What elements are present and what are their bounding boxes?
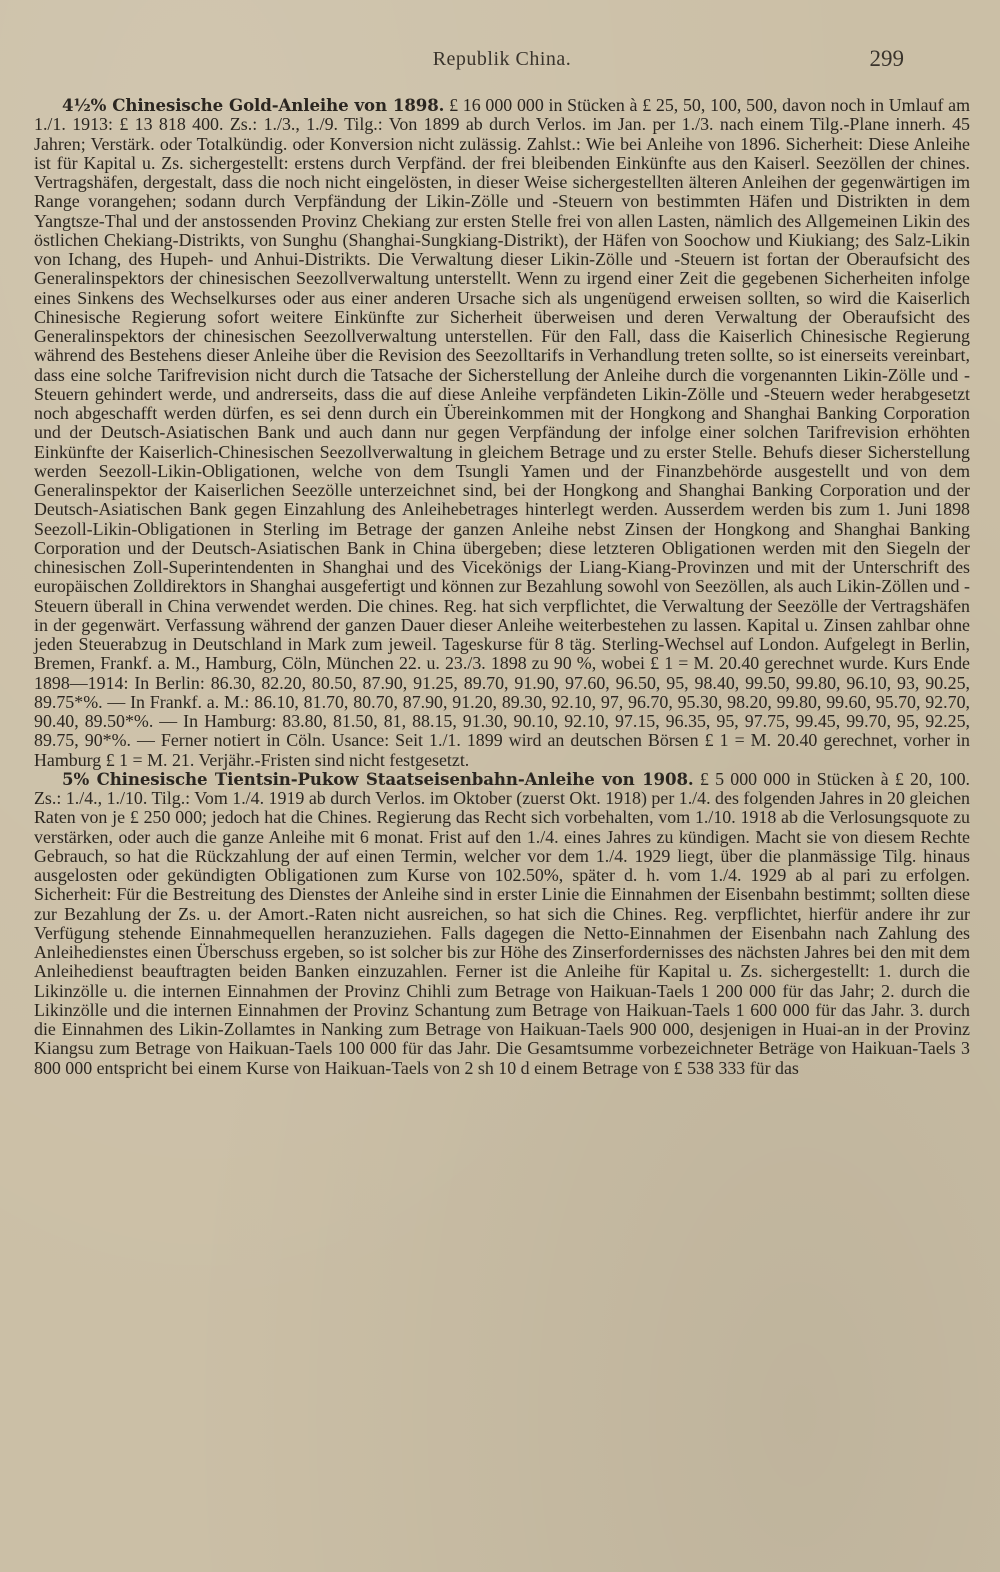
entry-title: 4½% Chinesische Gold-Anleihe von 1898. — [62, 95, 445, 115]
running-title: Republik China. — [432, 48, 572, 70]
loan-entry-1908 — [34, 770, 970, 1078]
loan-entry-1898 — [34, 96, 970, 770]
page-header — [34, 46, 970, 88]
entry-text: £ 5 000 000 in Stücken à £ 20, 100. Zs.: 1./4., 1./10. Tilg.: Vom 1./4. 1919 ab durch Verlos. im Oktober (zuerst Okt. 1918) per 1./4. des folgenden Jahres in 20 gleichen Raten von je £ 250 000; jedoch hat die Chines. Regierung das Recht sich vorbehalten, vom 1./10. 1918 ab die Verlosungsquote zu verstärken, oder auch die ganze Anleihe mit 6 monat. Frist auf den 1./4. eines Jahres zu kündigen. Macht sie von diesem Rechte Gebrauch, so hat die Rückzahlung der auf einen Termin, welcher vor dem 1./4. 1929 liegt, über die planmässige Tilg. hinaus ausgelosten oder gekündigten Obligationen zum Kurse von 102.50%, später d. h. vom 1./4. 1929 ab al pari zu erfolgen. Sicherheit: Für die Bestreitung des Dienstes der Anleihe sind in erster Linie die Einnahmen der Eisenbahn bestimmt; sollten diese zur Bezahlung der Zs. u. der Amort.-Raten nicht ausreichen, so hat sich die Chines. Reg. verpflichtet, hierfür andere ihr zur Verfügung stehende Einnahmequellen heranzuziehen. Falls dagegen die Netto-Einnahmen der Eisenbahn nach Zahlung des Anleihedienstes einen Überschuss ergeben, so ist solcher bis zur Höhe des Zinserfordernisses des nächsten Jahres bei den mit dem Anleihedienst beauftragten beiden Banken einzuzahlen. Ferner ist die Anleihe für Kapital u. Zs. sichergestellt: 1. durch die Likinzölle u. die internen Einnahmen der Provinz Chihli zum Betrage von Haikuan-Taels 1 200 000 für das Jahr; 2. durch die Likinzölle und die internen Einnahmen der Provinz Schantung zum Betrage von Haikuan-Taels 1 600 000 für das Jahr. 3. durch die Einnahmen des Likin-Zollamtes in Nanking zum Betrage von Haikuan-Taels 900 000, desjenigen in Huai-an in der Provinz Kiangsu zum Betrage von Haikuan-Taels 100 000 für das Jahr. Die Gesamtsumme vorbezeichneter Beträge von Haikuan-Taels 3 800 000 entspricht bei einem Kurse von Haikuan-Taels von 2 sh 10 d einem Betrage von £ 538 333 für das — [34, 768, 970, 1078]
entry-text: £ 16 000 000 in Stücken à £ 25, 50, 100, 500, davon noch in Umlauf am 1./1. 1913: £ 13 818 400. Zs.: 1./3., 1./9. Tilg.: Von 1899 ab durch Verlos. im Jan. per 1./3. nach einem Tilg.-Plane innerh. 45 Jahren; Verstärk. oder Totalkündig. oder Konversion nicht zulässig. Zahlst.: Wie bei Anleihe von 1896. Sicherheit: Diese Anleihe ist für Kapital u. Zs. sichergestellt: erstens durch Verpfänd. der frei bleibenden Einkünfte aus den Kaiserl. Seezöllen der chines. Vertragshäfen, dergestalt, dass die noch nicht eingelösten, in dieser Weise sichergestellten älteren Anleihen der gegenwärtigen im Range vorangehen; sodann durch Verpfändung der Likin-Zölle und -Steuern von bestimmten Häfen und Distrikten in dem Yangtsze-Thal und der anstossenden Provinz Chekiang zur ersten Stelle frei von allen Lasten, nämlich des Allgemeinen Likin des östlichen Chekiang-Distrikts, von Sunghu (Shanghai-Sungkiang-Distrikt), der Häfen von Soochow und Kiukiang; des Salz-Likin von Ichang, des Hupeh- und Anhui-Distrikts. Die Verwaltung dieser Likin-Zölle und -Steuern ist fortan der Oberaufsicht des Generalinspektors der chinesischen Seezollverwaltung unterstellt. Wenn zu irgend einer Zeit die gegebenen Sicherheiten infolge eines Sinkens des Wechselkurses oder aus einer anderen Ursache sich als ungenügend erweisen sollten, so wird die Kaiserlich Chinesische Regierung sofort weitere Einkünfte zur Sicherheit überweisen und deren Verwaltung der Oberaufsicht des Generalinspektors der chinesischen Seezollverwaltung unterstellen. Für den Fall, dass die Kaiserlich Chinesische Regierung während des Bestehens dieser Anleihe über die Revision des Seezolltarifs in Verhandlung treten sollte, so ist einerseits vereinbart, dass eine solche Tarifrevision nicht durch die Tatsache der Sicherstellung der Anleihe durch die vorgenannten Likin-Zölle und -Steuern gehindert werde, und andrerseits, dass die auf diese Anleihe verpfändeten Likin-Zölle und -Steuern weder herabgesetzt noch abgeschafft werden dürfen, es sei denn durch ein Übereinkommen mit der Hongkong and Shanghai Banking Corporation und der Deutsch-Asiatischen Bank und auch dann nur gegen Verpfändung der infolge einer solchen Tarifrevision erhöhten Einkünfte der Kaiserlich-Chinesischen Seezollverwaltung in gleichem Betrage und zu erster Stelle. Behufs dieser Sicherstellung werden Seezoll-Likin-Obligationen, welche von dem Tsungli Yamen und der Finanzbehörde ausgestellt und von dem Generalinspektor der Kaiserlichen Seezölle unterzeichnet sind, bei der Hongkong and Shanghai Banking Corporation und der Deutsch-Asiatischen Bank gegen Einzahlung des Anleihebetrages hinterlegt werden. Ausserdem werden bis zum 1. Juni 1898 Seezoll-Likin-Obligationen in Sterling im Betrage der ganzen Anleihe nebst Zinsen der Hongkong and Shanghai Banking Corporation und der Deutsch-Asiatischen Bank in China übergeben; diese letzteren Obligationen werden mit den Siegeln der chinesischen Zoll-Superintendenten in Shanghai und des Vicekönigs der Liang-Kiang-Provinzen und mit der Unterschrift des europäischen Zolldirektors in Shanghai ausgefertigt und können zur Bezahlung sowohl von Seezöllen, als auch Likin-Zöllen und -Steuern überall in China verwendet werden. Die chines. Reg. hat sich verpflichtet, die Verwaltung der Seezölle der Vertragshäfen in der gegenwärt. Verfassung während der ganzen Dauer dieser Anleihe weiterbestehen zu lassen. Kapital u. Zinsen zahlbar ohne jeden Steuerabzug in Deutschland in Mark zum jeweil. Tageskurse für 8 täg. Sterling-Wechsel auf London. Aufgelegt in Berlin, Bremen, Frankf. a. M., Hamburg, Cöln, München 22. u. 23./3. 1898 zu 90 %, wobei £ 1 = M. 20.40 gerechnet wurde. Kurs Ende 1898—1914: In Berlin: 86.30, 82.20, 80.50, 87.90, 91.25, 89.70, 91.90, 97.60, 96.50, 95, 98.40, 99.50, 99.80, 96.10, 93, 90.25, 89.75*%. — In Frankf. a. M.: 86.10, 81.70, 80.70, 87.90, 91.20, 89.30, 92.10, 97, 96.70, 95.30, 98.20, 99.80, 99.60, 95.70, 92.70, 90.40, 89.50*%. — In Hamburg: 83.80, 81.50, 81, 88.15, 91.30, 90.10, 92.10, 97.15, 96.35, 95, 97.75, 99.45, 99.70, 95, 92.25, 89.75, 90*%. — Ferner notiert in Cöln. Usance: Seit 1./1. 1899 wird an deutschen Börsen £ 1 = M. 20.40 gerechnet, vorher in Hamburg £ 1 = M. 21. Verjähr.-Fristen sind nicht festgesetzt. — [34, 95, 970, 770]
page-body — [34, 96, 970, 1078]
page-number: 299 — [869, 46, 904, 71]
entry-title: 5% Chinesische Tientsin-Pukow Staatseisenbahn-Anleihe von 1908. — [62, 768, 694, 789]
